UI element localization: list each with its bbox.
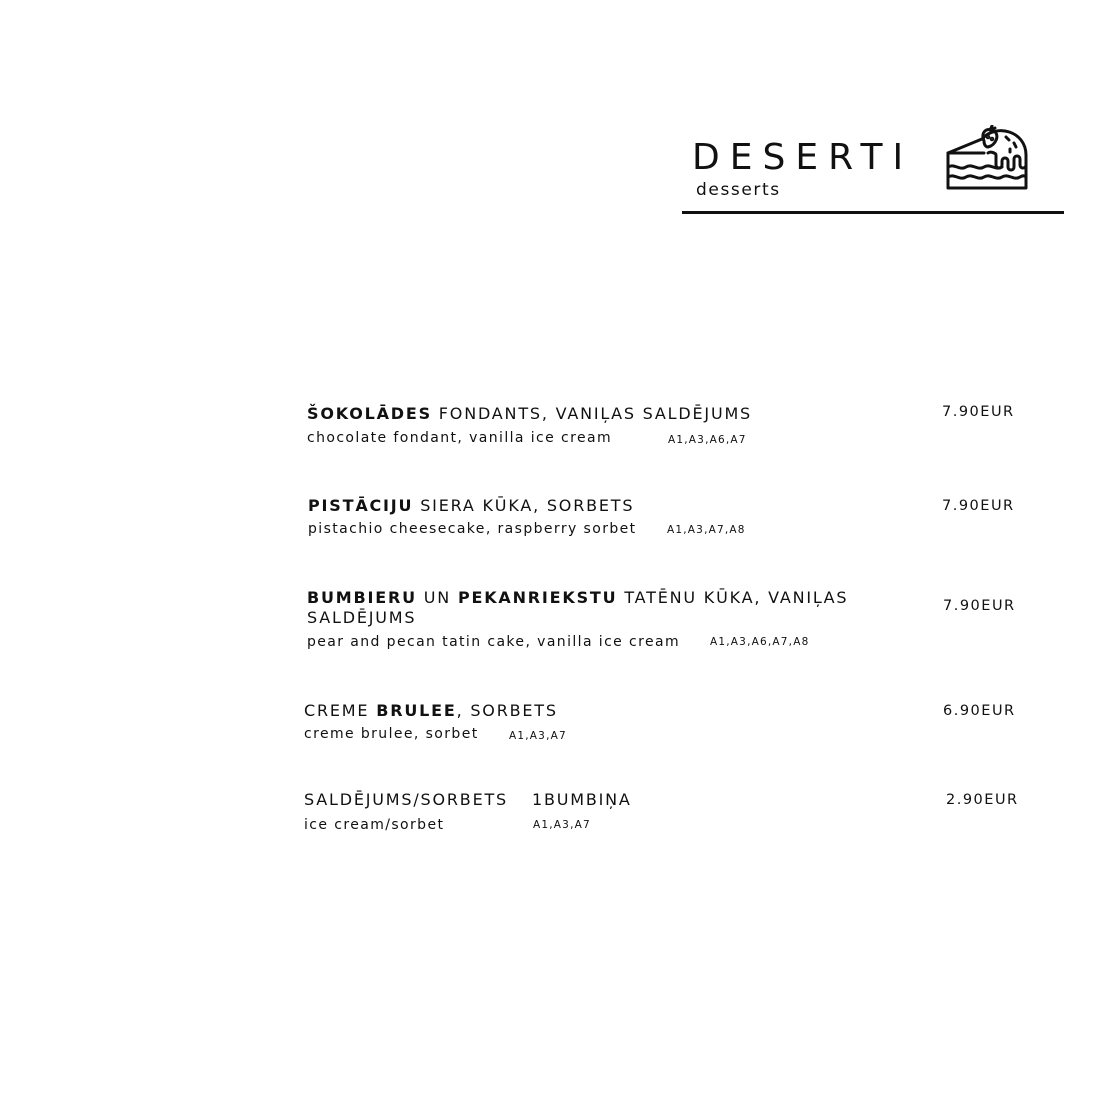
item-title: ŠOKOLĀDES FONDANTS, VANIĻAS SALDĒJUMS [307, 404, 753, 423]
header-divider [682, 211, 1064, 214]
page-subtitle: desserts [696, 180, 781, 200]
item-title: BUMBIERU UN PEKANRIEKSTU TATĒNU KŪKA, VANIĻAS SALDĒJUMS [307, 588, 849, 627]
item-description: pistachio cheesecake, raspberry sorbet [308, 521, 637, 537]
page-title: DESERTI [692, 137, 914, 178]
item-description: creme brulee, sorbet [304, 726, 479, 742]
item-allergens: A1,A3,A7 [533, 819, 591, 831]
item-title: CREME BRULEE, SORBETS [304, 701, 558, 720]
item-price: 7.90EUR [943, 598, 1016, 614]
item-quantity: 1BUMBIŅA [532, 790, 632, 809]
item-allergens: A1,A3,A7 [509, 730, 567, 742]
item-price: 7.90EUR [942, 498, 1015, 514]
item-description: pear and pecan tatin cake, vanilla ice cream [307, 634, 681, 650]
item-description: ice cream/sorbet [304, 817, 445, 833]
item-description: chocolate fondant, vanilla ice cream [307, 430, 612, 446]
cake-slice-icon [944, 125, 1030, 191]
item-title: SALDĒJUMS/SORBETS [304, 790, 509, 809]
item-price: 6.90EUR [943, 703, 1016, 719]
item-price: 2.90EUR [946, 792, 1019, 808]
item-allergens: A1,A3,A6,A7 [668, 434, 747, 446]
item-allergens: A1,A3,A7,A8 [667, 524, 746, 536]
item-price: 7.90EUR [942, 404, 1015, 420]
item-allergens: A1,A3,A6,A7,A8 [710, 636, 810, 648]
item-title: PISTĀCIJU SIERA KŪKA, SORBETS [308, 496, 635, 515]
